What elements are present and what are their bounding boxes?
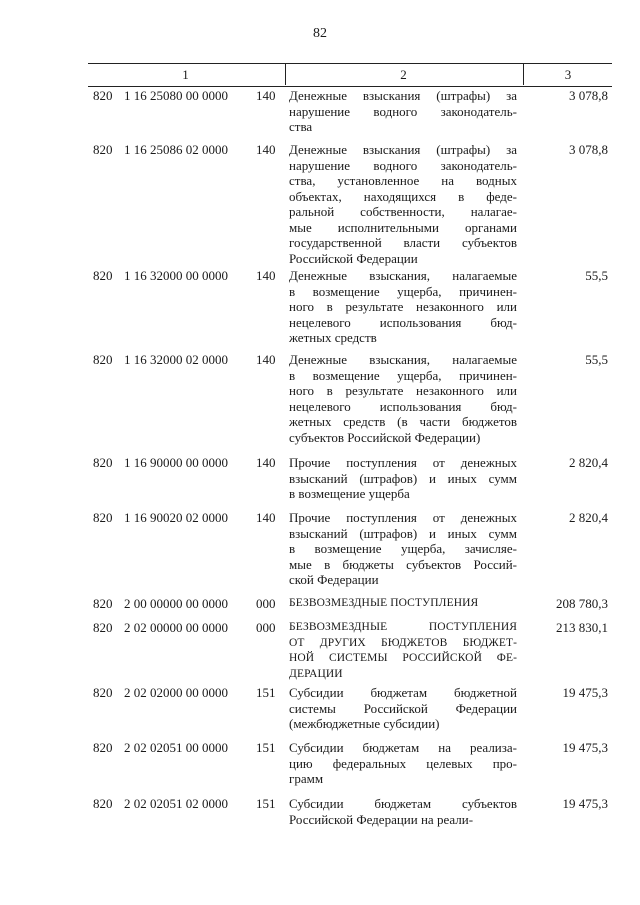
amount-value: 55,5 — [585, 268, 608, 283]
header-divider — [523, 63, 524, 85]
income-kind-code: 140 — [256, 455, 276, 470]
description-line: Субсидии бюджетам на реализа- — [289, 740, 517, 755]
admin-code: 820 — [93, 88, 113, 103]
budget-code: 1 16 90020 02 0000 — [124, 510, 228, 525]
description-line: системы Российской Федерации — [289, 700, 517, 716]
admin-code: 820 — [93, 268, 113, 283]
budget-code: 2 02 02000 00 0000 — [124, 685, 228, 700]
admin-code: 820 — [93, 740, 113, 755]
description-line: БЕЗВОЗМЕЗДНЫЕ ПОСТУПЛЕНИЯ — [289, 621, 517, 633]
description-line: грамм — [289, 771, 324, 786]
description-line: жетных средств (в части бюджетов — [289, 414, 517, 429]
income-description — [289, 88, 517, 135]
description-line: ства — [289, 119, 313, 134]
admin-code: 820 — [93, 352, 113, 367]
income-description — [289, 685, 517, 732]
description-line: ного в результате незаконного или — [289, 299, 517, 314]
description-line: в возмещение ущерба, причинен- — [289, 367, 517, 383]
description-line: НОЙ СИСТЕМЫ РОССИЙСКОЙ ФЕ- — [289, 652, 517, 664]
description-line: объектах, находящихся в феде- — [289, 188, 517, 204]
description-line: Субсидии бюджетам субъектов — [289, 796, 517, 811]
admin-code: 820 — [93, 620, 113, 635]
budget-code: 2 02 00000 00 0000 — [124, 620, 228, 635]
income-kind-code: 140 — [256, 510, 276, 525]
income-kind-code: 140 — [256, 268, 276, 283]
page-number: 82 — [313, 26, 327, 41]
column-header-3: 3 — [564, 67, 572, 82]
description-line: ства, установленное на водных — [289, 173, 517, 188]
admin-code: 820 — [93, 510, 113, 525]
amount-value: 3 078,8 — [569, 142, 608, 157]
description-line: нарушение водного законодатель- — [289, 103, 517, 119]
description-line: Субсидии бюджетам бюджетной — [289, 685, 517, 700]
description-line: мые исполнительными органами — [289, 219, 517, 235]
description-line: нецелевого использования бюд- — [289, 314, 517, 330]
description-line: государственной власти субъектов — [289, 235, 517, 250]
description-line: Прочие поступления от денежных — [289, 510, 517, 525]
column-header-1: 1 — [182, 67, 189, 82]
admin-code: 820 — [93, 685, 113, 700]
description-line: Прочие поступления от денежных — [289, 455, 517, 470]
description-line: БЕЗВОЗМЕЗДНЫЕ ПОСТУПЛЕНИЯ — [289, 597, 479, 609]
description-line: Российской Федерации — [289, 250, 418, 266]
description-line: ОТ ДРУГИХ БЮДЖЕТОВ БЮДЖЕТ- — [289, 636, 517, 649]
description-line: нецелевого использования бюд- — [289, 398, 517, 414]
income-description — [289, 620, 517, 682]
amount-value: 55,5 — [585, 352, 608, 367]
income-description — [289, 142, 517, 266]
description-line: цию федеральных целевых про- — [289, 755, 517, 771]
admin-code: 820 — [93, 596, 113, 611]
amount-value: 19 475,3 — [562, 685, 608, 700]
income-description — [289, 796, 517, 827]
income-kind-code: 151 — [256, 685, 276, 700]
income-kind-code: 151 — [256, 740, 276, 755]
income-kind-code: 151 — [256, 796, 276, 811]
income-description — [289, 455, 517, 502]
description-line: субъектов Российской Федерации) — [289, 429, 481, 445]
budget-code: 2 02 02051 02 0000 — [124, 796, 228, 811]
income-description — [289, 740, 517, 787]
amount-value: 2 820,4 — [569, 455, 608, 470]
description-line: ДЕРАЦИИ — [289, 667, 343, 680]
income-description — [289, 268, 517, 346]
description-line: в возмещение ущерба, зачисляе- — [289, 541, 517, 556]
income-kind-code: 000 — [256, 620, 276, 635]
budget-code: 1 16 25080 00 0000 — [124, 88, 228, 103]
description-line: ральной собственности, налагае- — [289, 204, 517, 219]
description-line: ного в результате незаконного или — [289, 383, 517, 398]
amount-value: 2 820,4 — [569, 510, 608, 525]
income-kind-code: 000 — [256, 596, 276, 611]
amount-value: 213 830,1 — [556, 620, 608, 635]
admin-code: 820 — [93, 455, 113, 470]
income-kind-code: 140 — [256, 142, 276, 157]
description-line: мые в бюджеты субъектов Россий- — [289, 556, 517, 572]
description-line: жетных средств — [289, 330, 377, 345]
income-description — [289, 596, 517, 612]
income-description — [289, 352, 517, 445]
description-line: ской Федерации — [289, 572, 379, 587]
budget-code: 1 16 90000 00 0000 — [124, 455, 228, 470]
description-line: (межбюджетные субсидии) — [289, 716, 440, 731]
table-header — [88, 63, 612, 87]
budget-code: 1 16 32000 02 0000 — [124, 352, 228, 367]
budget-code: 1 16 25086 02 0000 — [124, 142, 228, 157]
header-divider — [285, 63, 286, 85]
description-line: Денежные взыскания, налагаемые — [289, 352, 517, 367]
column-header-2: 2 — [400, 67, 407, 82]
budget-code: 1 16 32000 00 0000 — [124, 268, 228, 283]
income-kind-code: 140 — [256, 352, 276, 367]
amount-value: 3 078,8 — [569, 88, 608, 103]
budget-code: 2 00 00000 00 0000 — [124, 596, 228, 611]
admin-code: 820 — [93, 142, 113, 157]
amount-value: 208 780,3 — [556, 596, 608, 611]
budget-code: 2 02 02051 00 0000 — [124, 740, 228, 755]
description-line: Денежные взыскания (штрафы) за — [289, 88, 517, 103]
description-line: в возмещение ущерба, причинен- — [289, 283, 517, 299]
income-kind-code: 140 — [256, 88, 276, 103]
income-description — [289, 510, 517, 588]
description-line: Российской Федерации на реали- — [289, 811, 474, 827]
description-line: в возмещение ущерба — [289, 486, 410, 501]
admin-code: 820 — [93, 796, 113, 811]
description-line: взысканий (штрафов) и иных сумм — [289, 525, 517, 541]
description-line: Денежные взыскания, налагаемые — [289, 268, 517, 283]
amount-value: 19 475,3 — [562, 796, 608, 811]
description-line: нарушение водного законодатель- — [289, 157, 517, 173]
description-line: Денежные взыскания (штрафы) за — [289, 142, 517, 157]
description-line: взысканий (штрафов) и иных сумм — [289, 470, 517, 486]
amount-value: 19 475,3 — [562, 740, 608, 755]
